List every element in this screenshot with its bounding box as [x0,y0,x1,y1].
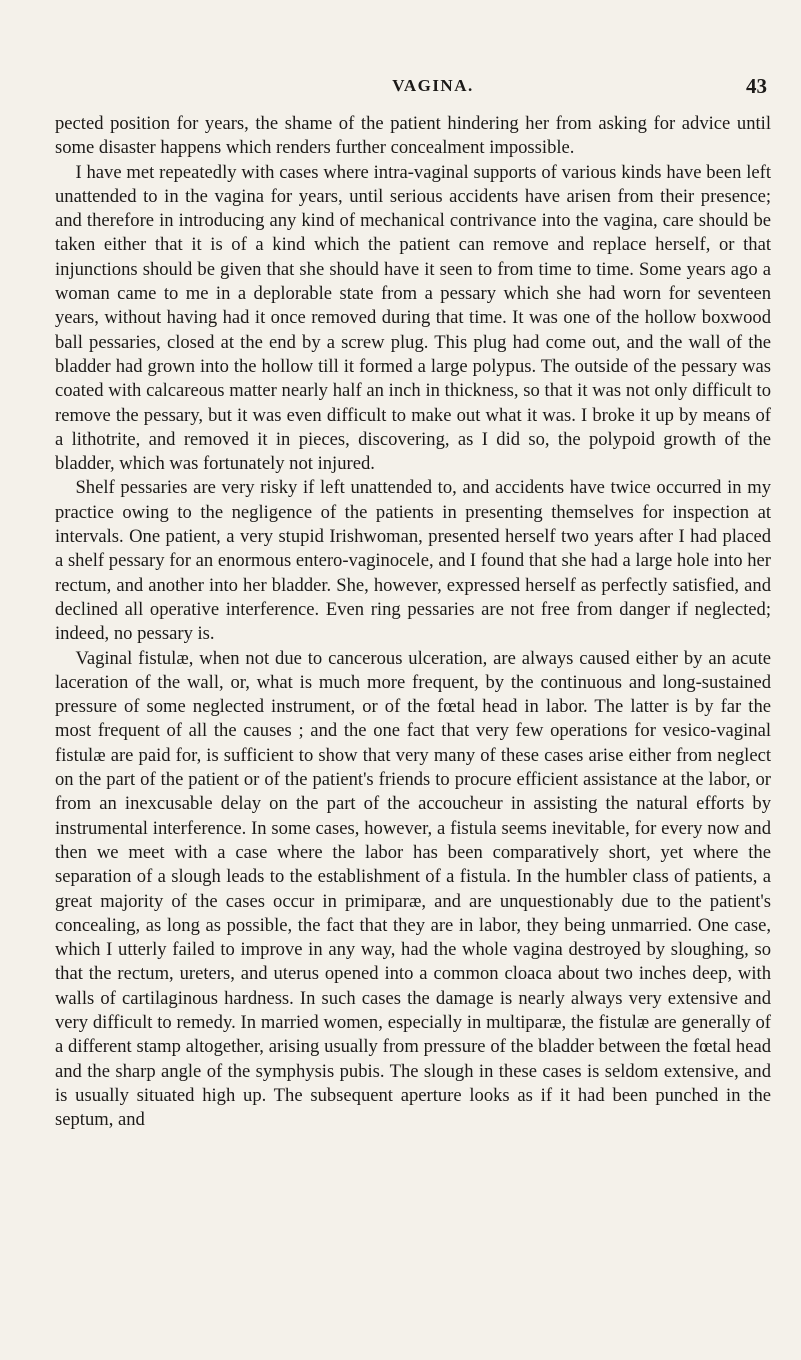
running-title: VAGINA. [392,76,474,95]
running-head [55,76,771,102]
page-number: 43 [746,74,767,98]
paragraph-shelf-pessaries: Shelf pessaries are very risky if left unattended to, and accidents have twice occurred in my practice owing to the negligence of the patients in presenting themselves for inspection at intervals. One patient, a very stupid Irishwoman, presented herself two years after I had placed a shelf pessary for an enormous entero-vaginocele, and I found that she had a large hole into her rectum, and another into her bladder. She, however, expressed herself as perfectly satisfied, and declined all operative interference. Even ring pessaries are not free from danger if neglected; indeed, no pessary is. [55,477,771,645]
body-text [55,112,771,1132]
paragraph-continued: pected position for years, the shame of the patient hindering her from asking for advice until some disaster happens which renders further concealment impossible. [55,113,771,159]
paragraph-intra-vaginal-supports: I have met repeatedly with cases where intra-vaginal supports of various kinds have been left unattended to in the vagina for years, until serious accidents have arisen from their presence; and therefore in introducing any kind of mechanical contrivance into the vagina, care should be taken either that it is of a kind which the patient can remove and replace herself, or that injunctions should be given that she should have it seen to from time to time. Some years ago a woman came to me in a deplorable state from a pessary which she had worn for seventeen years, without having had it once removed during that time. It was one of the hollow boxwood ball pessaries, closed at the end by a screw plug. This plug had come out, and the wall of the bladder had grown into the hollow till it formed a large polypus. The outside of the pessary was coated with calcareous matter nearly half an inch in thickness, so that it was not only difficult to remove the pessary, but it was even difficult to make out what it was. I broke it up by means of a lithotrite, and removed it in pieces, discovering, as I did so, the polypoid growth of the bladder, which was fortunately not injured. [55,161,771,475]
paragraph-vaginal-fistulae: Vaginal fistulæ, when not due to cancerous ulceration, are always caused either by an acute laceration of the wall, or, what is much more frequent, by the continuous and long-sustained pressure of some neglected instrument, or of the fœtal head in labor. The latter is by far the most frequent of all the causes ; and the one fact that very few operations for vesico-vaginal fistulæ are paid for, is sufficient to show that very many of these cases arise either from neglect on the part of the patient or of the patient's friends to procure efficient assistance at the labor, or from an inexcusable delay on the part of the accoucheur in assisting the natural efforts by instrumental interference. In some cases, however, a fistula seems inevitable, for every now and then we meet with a case where the labor has been comparatively short, yet where the separation of a slough leads to the establishment of a fistula. In the humbler class of patients, a great majority of the cases occur in primiparæ, and are unquestionably due to the patient's concealing, as long as possible, the fact that they are in labor, they being unmarried. One case, which I utterly failed to improve in any way, had the whole vagina destroyed by sloughing, so that the rectum, ureters, and uterus opened into a common cloaca about two inches deep, with walls of cartilaginous hardness. In such cases the damage is nearly always very extensive and very difficult to remedy. In married women, especially in multiparæ, the fistulæ are generally of a different stamp altogether, arising usually from pressure of the bladder between the fœtal head and the sharp angle of the symphysis pubis. The slough in these cases is seldom extensive, and is usually situated high up. The subsequent aperture looks as if it had been punched in the septum, and [55,647,771,1131]
